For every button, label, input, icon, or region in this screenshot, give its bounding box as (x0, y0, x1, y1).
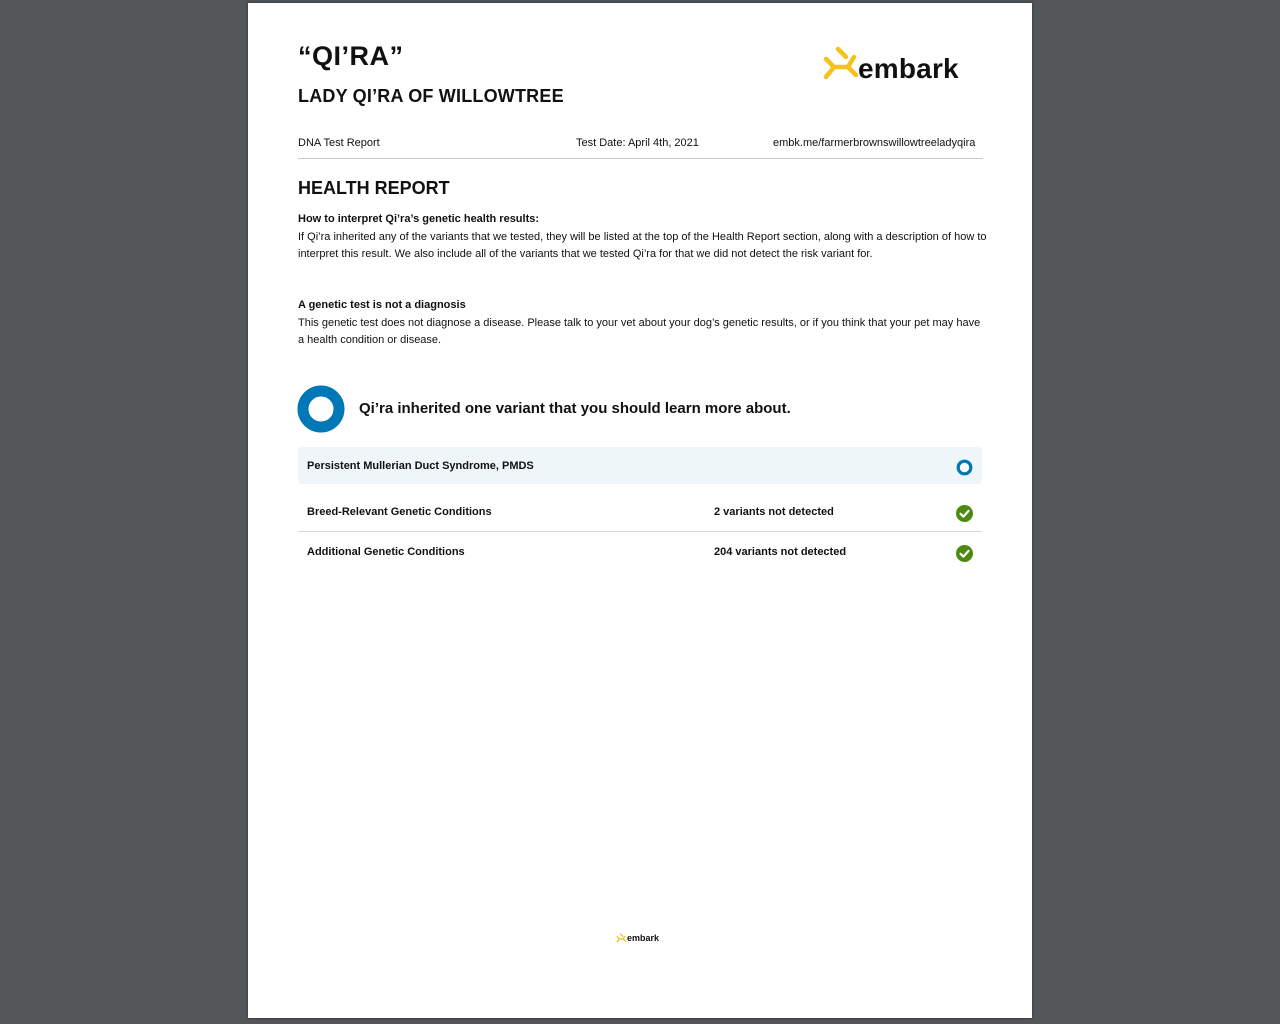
blue-ring-icon (956, 459, 973, 476)
embark-logo-icon (615, 933, 627, 945)
variant-row-pmds[interactable] (298, 447, 982, 484)
diagnosis-disclaimer-block (298, 297, 988, 350)
green-check-icon (956, 505, 973, 522)
footer-embark-wordmark: embark (627, 933, 660, 943)
embark-logo (818, 43, 978, 91)
condition-result: 204 variants not detected (714, 546, 847, 558)
report-meta-row (298, 136, 983, 159)
condition-name: Additional Genetic Conditions (307, 546, 465, 558)
diagnosis-body: This genetic test does not diagnose a disease. Please talk to your vet about your dog’s genetic results, or if you think that your pet may have a health condition or disease. (298, 316, 981, 346)
diagnosis-heading: A genetic test is not a diagnosis (298, 299, 466, 311)
condition-row-breed-relevant[interactable] (298, 493, 982, 532)
report-page (248, 3, 1032, 1018)
condition-row-additional[interactable] (298, 533, 982, 571)
embark-logo-icon (818, 45, 862, 89)
interpret-results-block (298, 211, 988, 264)
health-report-title: HEALTH REPORT (298, 178, 450, 198)
variant-name: Persistent Mullerian Duct Syndrome, PMDS (307, 460, 534, 472)
blue-ring-icon (297, 385, 345, 433)
footer-embark-logo (615, 931, 675, 949)
condition-result: 2 variants not detected (714, 506, 834, 518)
dog-nickname: “QI’RA” (298, 41, 404, 71)
embark-logo-wordmark: embark (858, 53, 959, 84)
variant-summary (297, 385, 987, 435)
interpret-body: If Qi’ra inherited any of the variants that we tested, they will be listed at the top of the Health Report section, along with a description of how to interpret this result. We also include all of the variants that we tested Qi’ra for that we did not detect the risk variant for. (298, 230, 987, 260)
variant-summary-text: Qi’ra inherited one variant that you should learn more about. (359, 400, 791, 417)
report-type: DNA Test Report (298, 137, 380, 149)
test-date: Test Date: April 4th, 2021 (576, 137, 699, 149)
green-check-icon (956, 545, 973, 562)
interpret-heading: How to interpret Qi’ra’s genetic health results: (298, 213, 540, 225)
dog-registered-name: LADY QI’RA OF WILLOWTREE (298, 86, 564, 106)
condition-name: Breed-Relevant Genetic Conditions (307, 506, 492, 518)
report-url[interactable]: embk.me/farmerbrownswillowtreeladyqira (773, 137, 976, 149)
